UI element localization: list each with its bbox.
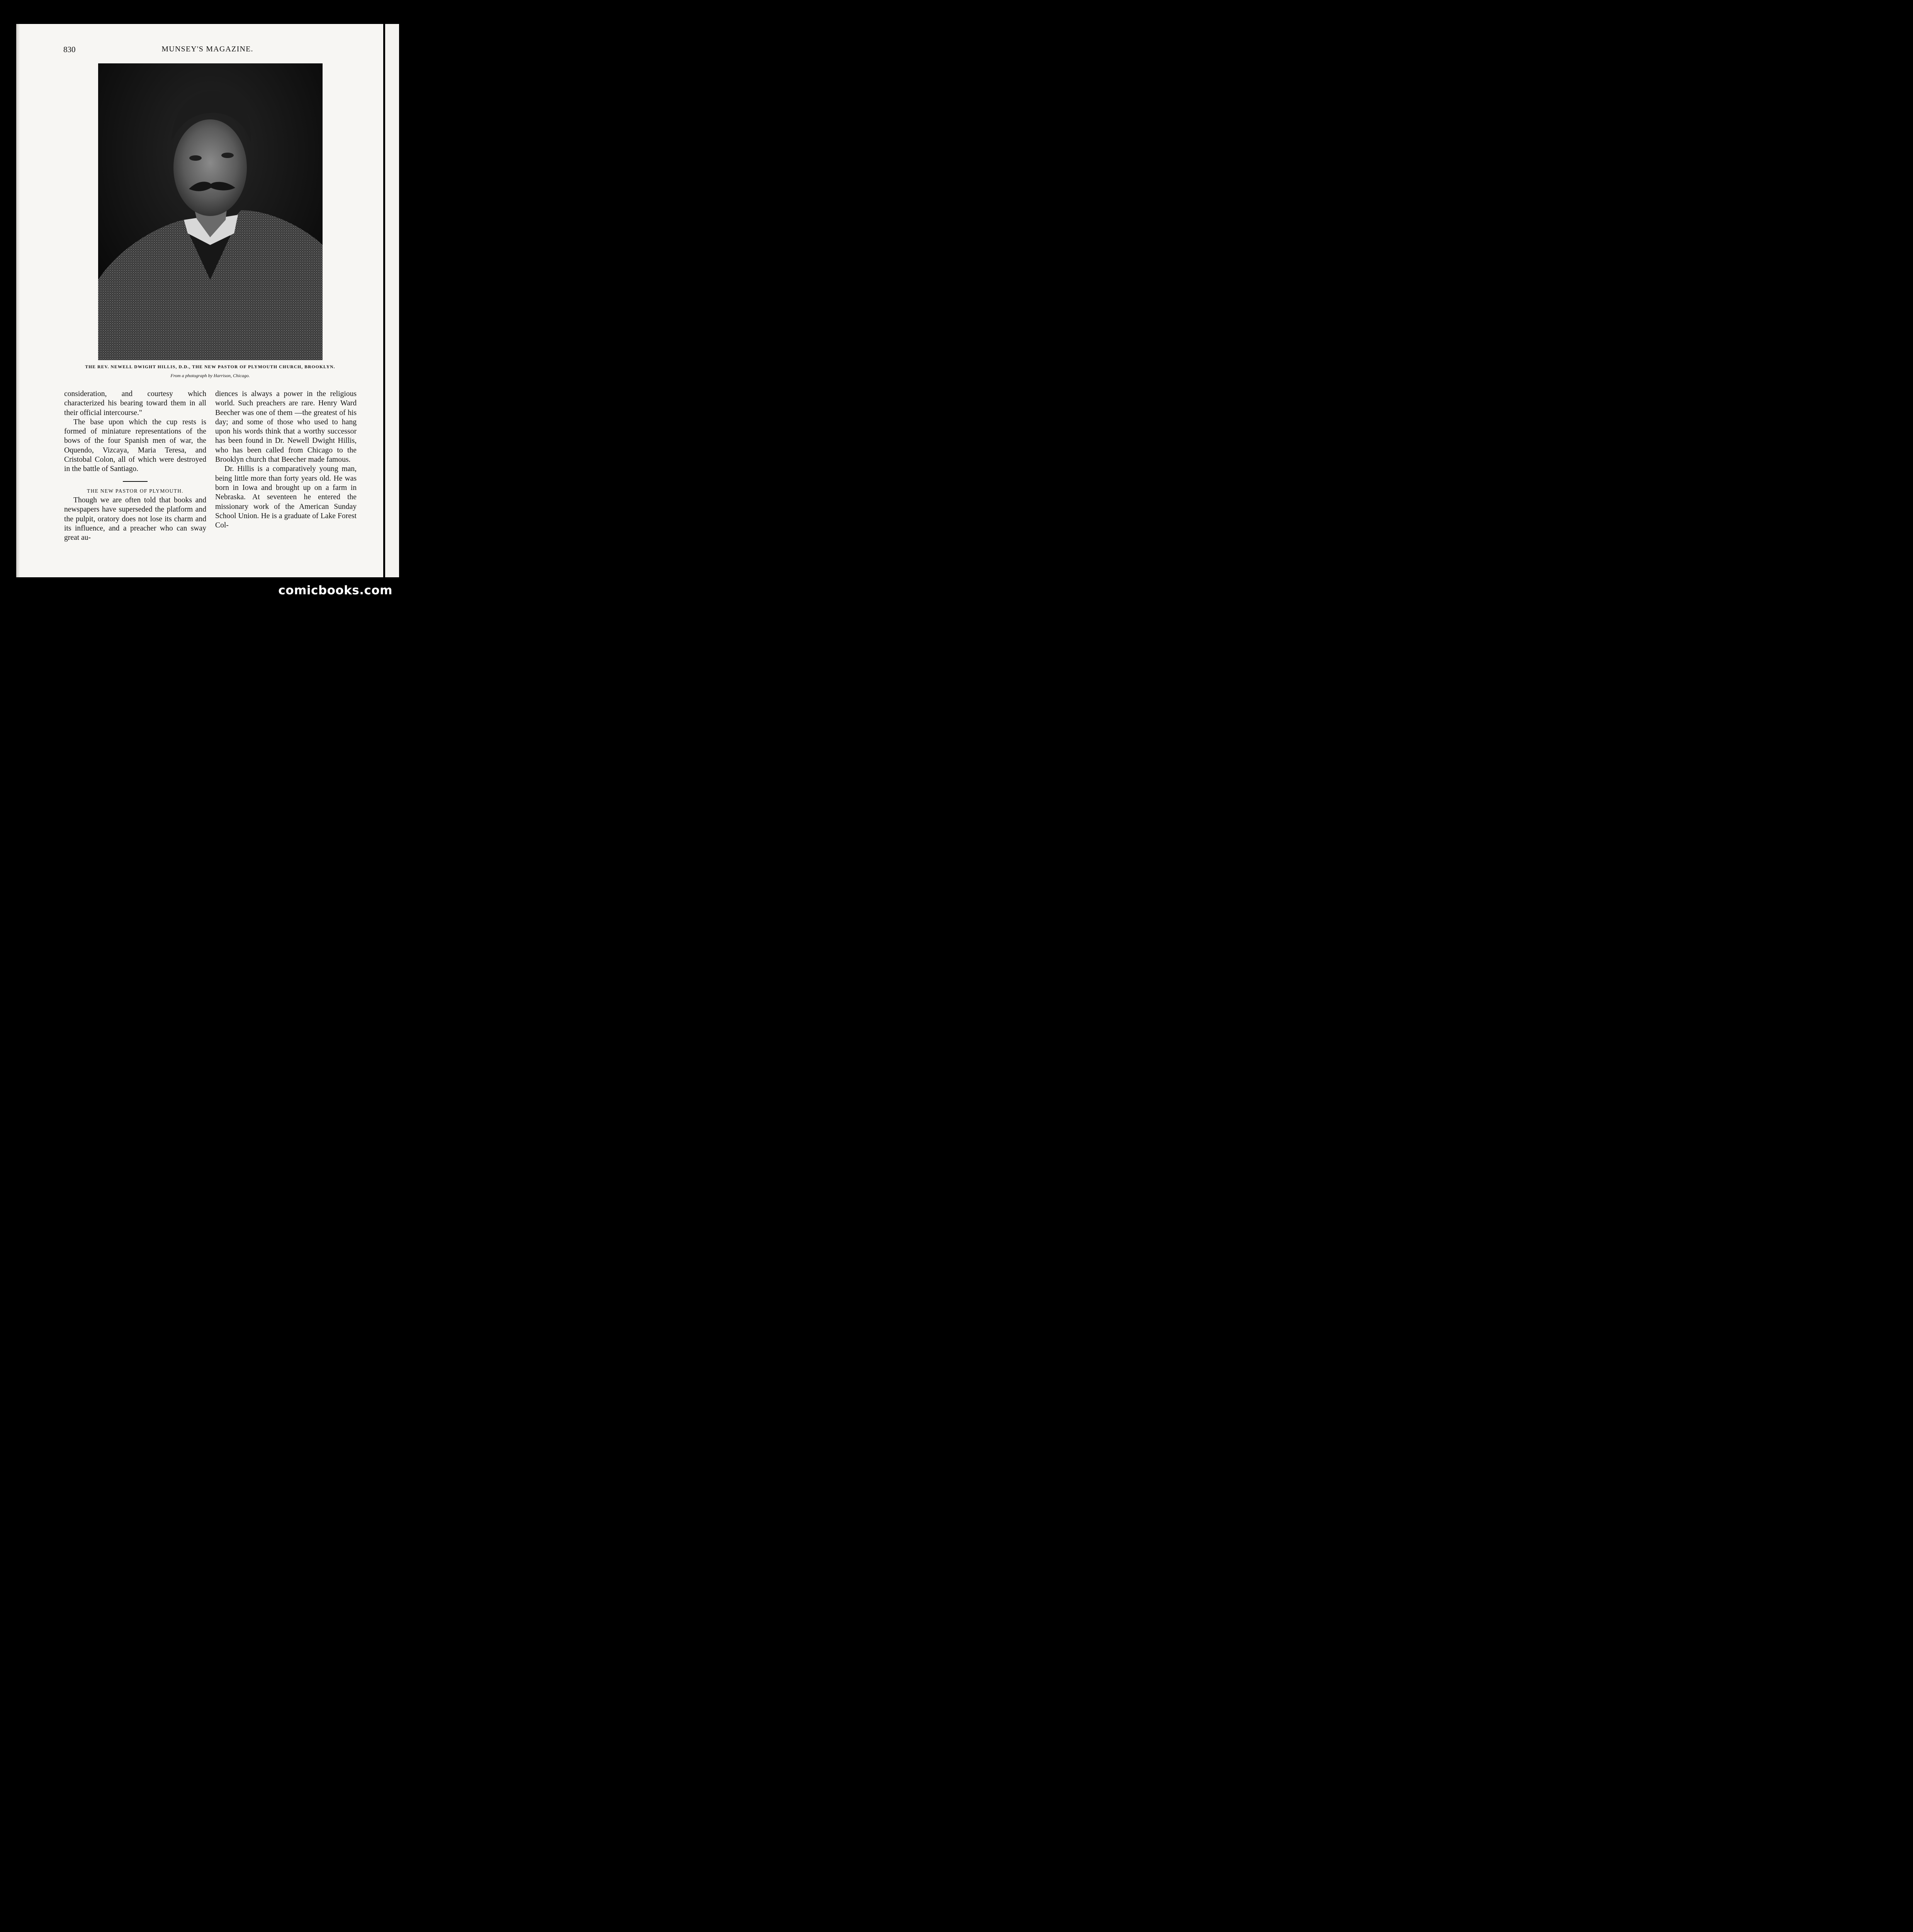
running-header-title: MUNSEY'S MAGAZINE. [161, 45, 253, 53]
magazine-page [16, 24, 383, 577]
figure-caption: THE REV. NEWELL DWIGHT HILLIS, D.D., THE NEW PASTOR OF PLYMOUTH CHURCH, BROOKLYN. [85, 364, 335, 369]
right-paragraph-2: Dr. Hillis is a comparatively young man, being little more than forty years old. He was born in Iowa and brought up on a farm in Nebraska. At seventeen he entered the missionary work of the American Sunday School Union. He is a graduate of Lake Forest Col- [215, 465, 357, 530]
right-text-column [215, 389, 357, 530]
section-subheading: THE NEW PASTOR OF PLYMOUTH. [87, 488, 183, 494]
left-paragraph-3: Though we are often told that books and newspapers have superseded the platform and the pulpit, oratory does not lose its charm and its influence, and a preacher who can sway great au- [64, 496, 206, 542]
adjacent-page-edge [385, 24, 399, 577]
right-paragraph-1: diences is always a power in the religious world. Such preachers are rare. Henry Ward Beecher was one of them —the greatest of his day; and some of those who used to hang upon his words think that a worthy successor has been found in Dr. Newell Dwight Hillis, who has been called from Chicago to the Brooklyn church that Beecher made famous. [215, 390, 357, 464]
left-paragraph-2: The base upon which the cup rests is formed of miniature representations of the bows of the four Spanish men of war, the Oquendo, Vizcaya, Maria Teresa, and Cristobal Colon, all of which were destroyed in the battle of Santiago. [64, 418, 206, 473]
photo-credit: From a photograph by Harrison, Chicago. [170, 373, 250, 378]
portrait-photograph [98, 63, 323, 360]
left-text-column [64, 389, 206, 543]
section-divider [123, 481, 148, 482]
page-number: 830 [63, 45, 76, 54]
site-watermark: comicbooks.com [278, 583, 392, 597]
left-paragraph-1: consideration, and courtesy which characterized his bearing toward them in all their official intercourse." [64, 390, 206, 417]
